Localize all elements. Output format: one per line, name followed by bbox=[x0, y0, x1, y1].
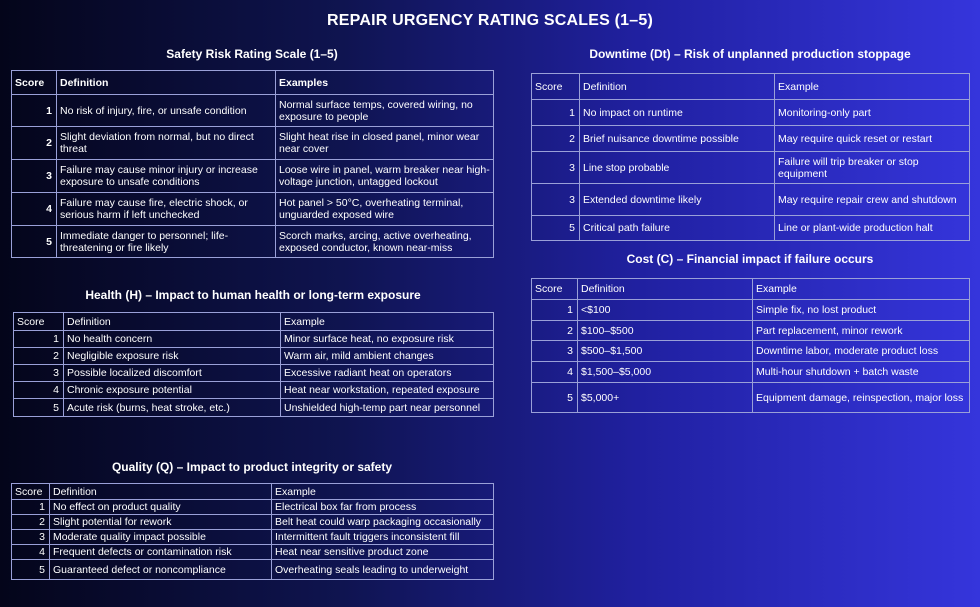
table-row bbox=[14, 331, 494, 348]
example-cell: May require repair crew and shutdown bbox=[775, 184, 970, 216]
definition-cell: No risk of injury, fire, or unsafe condition bbox=[57, 95, 276, 127]
cost-title: Cost (C) – Financial impact if failure occurs bbox=[626, 252, 874, 266]
example-cell: Normal surface temps, covered wiring, no exposure to people bbox=[276, 95, 494, 127]
score-cell: 3 bbox=[14, 365, 64, 382]
definition-cell: Guaranteed defect or noncompliance bbox=[50, 560, 272, 580]
quality-title: Quality (Q) – Impact to product integrity or safety bbox=[111, 460, 393, 474]
table-row bbox=[532, 383, 970, 413]
score-cell: 3 bbox=[12, 530, 50, 545]
definition-cell: $5,000+ bbox=[578, 383, 753, 413]
example-cell: Electrical box far from process bbox=[272, 500, 494, 515]
table-row bbox=[12, 560, 494, 580]
score-cell: 2 bbox=[14, 348, 64, 365]
table-row bbox=[12, 193, 494, 226]
score-cell: 5 bbox=[12, 560, 50, 580]
definition-cell: $1,500–$5,000 bbox=[578, 362, 753, 383]
definition-cell: Slight deviation from normal, but no direct threat bbox=[57, 127, 276, 160]
example-cell: Monitoring-only part bbox=[775, 100, 970, 126]
example-cell: Part replacement, minor rework bbox=[753, 321, 970, 341]
health-header-score: Score bbox=[14, 313, 64, 331]
table-row bbox=[532, 341, 970, 362]
score-cell: 4 bbox=[14, 382, 64, 399]
safety-header-row bbox=[12, 71, 494, 95]
health-header-example: Example bbox=[281, 313, 494, 331]
table-row bbox=[14, 382, 494, 399]
table-row bbox=[14, 348, 494, 365]
table-row bbox=[532, 184, 970, 216]
table-row bbox=[14, 365, 494, 382]
score-cell: 1 bbox=[12, 500, 50, 515]
example-cell: Loose wire in panel, warm breaker near high-voltage junction, untagged lockout bbox=[276, 160, 494, 193]
downtime-table bbox=[531, 73, 970, 241]
quality-table bbox=[11, 483, 494, 580]
example-cell: Multi-hour shutdown + batch waste bbox=[753, 362, 970, 383]
safety-header-examples: Examples bbox=[276, 71, 494, 95]
health-header-row bbox=[14, 313, 494, 331]
score-cell: 4 bbox=[532, 362, 578, 383]
definition-cell: No impact on runtime bbox=[580, 100, 775, 126]
safety-table bbox=[11, 70, 494, 258]
cost-header-definition: Definition bbox=[578, 279, 753, 300]
score-cell: 5 bbox=[532, 216, 580, 241]
score-cell: 3 bbox=[532, 184, 580, 216]
example-cell: Warm air, mild ambient changes bbox=[281, 348, 494, 365]
definition-cell: Slight potential for rework bbox=[50, 515, 272, 530]
example-cell: Failure will trip breaker or stop equipment bbox=[775, 152, 970, 184]
definition-cell: Critical path failure bbox=[580, 216, 775, 241]
definition-cell: Brief nuisance downtime possible bbox=[580, 126, 775, 152]
table-row bbox=[12, 500, 494, 515]
table-row bbox=[532, 321, 970, 341]
example-cell: Unshielded high-temp part near personnel bbox=[281, 399, 494, 417]
quality-header-definition: Definition bbox=[50, 484, 272, 500]
quality-header-score: Score bbox=[12, 484, 50, 500]
definition-cell: No health concern bbox=[64, 331, 281, 348]
score-cell: 2 bbox=[532, 126, 580, 152]
table-row bbox=[532, 216, 970, 241]
example-cell: Minor surface heat, no exposure risk bbox=[281, 331, 494, 348]
quality-header-row bbox=[12, 484, 494, 500]
example-cell: Downtime labor, moderate product loss bbox=[753, 341, 970, 362]
table-row bbox=[532, 362, 970, 383]
quality-header-example: Example bbox=[272, 484, 494, 500]
table-row bbox=[532, 300, 970, 321]
definition-cell: No effect on product quality bbox=[50, 500, 272, 515]
definition-cell: Immediate danger to personnel; life-threatening or fire likely bbox=[57, 226, 276, 258]
example-cell: Equipment damage, reinspection, major loss bbox=[753, 383, 970, 413]
example-cell: Hot panel > 50°C, overheating terminal, unguarded exposed wire bbox=[276, 193, 494, 226]
definition-cell: $100–$500 bbox=[578, 321, 753, 341]
table-row bbox=[12, 530, 494, 545]
definition-cell: Failure may cause fire, electric shock, or serious harm if left unchecked bbox=[57, 193, 276, 226]
safety-header-score: Score bbox=[12, 71, 57, 95]
score-cell: 5 bbox=[532, 383, 578, 413]
score-cell: 1 bbox=[14, 331, 64, 348]
table-row bbox=[12, 545, 494, 560]
safety-header-definition: Definition bbox=[57, 71, 276, 95]
table-row bbox=[12, 95, 494, 127]
downtime-header-example: Example bbox=[775, 74, 970, 100]
score-cell: 3 bbox=[532, 152, 580, 184]
example-cell: Slight heat rise in closed panel, minor wear near cover bbox=[276, 127, 494, 160]
table-row bbox=[532, 100, 970, 126]
score-cell: 2 bbox=[12, 127, 57, 160]
example-cell: Heat near sensitive product zone bbox=[272, 545, 494, 560]
page-title: REPAIR URGENCY RATING SCALES (1–5) bbox=[327, 12, 653, 29]
definition-cell: Frequent defects or contamination risk bbox=[50, 545, 272, 560]
definition-cell: $500–$1,500 bbox=[578, 341, 753, 362]
table-row bbox=[12, 127, 494, 160]
table-row bbox=[12, 226, 494, 258]
definition-cell: <$100 bbox=[578, 300, 753, 321]
cost-header-example: Example bbox=[753, 279, 970, 300]
table-row bbox=[532, 152, 970, 184]
score-cell: 1 bbox=[532, 300, 578, 321]
score-cell: 4 bbox=[12, 193, 57, 226]
table-row bbox=[532, 126, 970, 152]
health-header-definition: Definition bbox=[64, 313, 281, 331]
score-cell: 3 bbox=[12, 160, 57, 193]
example-cell: Excessive radiant heat on operators bbox=[281, 365, 494, 382]
definition-cell: Moderate quality impact possible bbox=[50, 530, 272, 545]
definition-cell: Acute risk (burns, heat stroke, etc.) bbox=[64, 399, 281, 417]
definition-cell: Line stop probable bbox=[580, 152, 775, 184]
example-cell: Line or plant-wide production halt bbox=[775, 216, 970, 241]
definition-cell: Possible localized discomfort bbox=[64, 365, 281, 382]
cost-header-row bbox=[532, 279, 970, 300]
downtime-header-row bbox=[532, 74, 970, 100]
table-row bbox=[12, 515, 494, 530]
score-cell: 5 bbox=[14, 399, 64, 417]
cost-header-score: Score bbox=[532, 279, 578, 300]
table-row bbox=[14, 399, 494, 417]
health-title: Health (H) – Impact to human health or long-term exposure bbox=[85, 288, 421, 302]
score-cell: 2 bbox=[12, 515, 50, 530]
score-cell: 1 bbox=[532, 100, 580, 126]
score-cell: 2 bbox=[532, 321, 578, 341]
example-cell: May require quick reset or restart bbox=[775, 126, 970, 152]
cost-table bbox=[531, 278, 970, 413]
health-table bbox=[13, 312, 494, 417]
downtime-title: Downtime (Dt) – Risk of unplanned production stoppage bbox=[589, 47, 911, 61]
example-cell: Heat near workstation, repeated exposure bbox=[281, 382, 494, 399]
downtime-header-score: Score bbox=[532, 74, 580, 100]
definition-cell: Failure may cause minor injury or increase exposure to unsafe conditions bbox=[57, 160, 276, 193]
example-cell: Simple fix, no lost product bbox=[753, 300, 970, 321]
score-cell: 5 bbox=[12, 226, 57, 258]
definition-cell: Extended downtime likely bbox=[580, 184, 775, 216]
score-cell: 4 bbox=[12, 545, 50, 560]
downtime-header-definition: Definition bbox=[580, 74, 775, 100]
example-cell: Overheating seals leading to underweight bbox=[272, 560, 494, 580]
example-cell: Intermittent fault triggers inconsistent fill bbox=[272, 530, 494, 545]
example-cell: Belt heat could warp packaging occasionally bbox=[272, 515, 494, 530]
definition-cell: Negligible exposure risk bbox=[64, 348, 281, 365]
score-cell: 3 bbox=[532, 341, 578, 362]
safety-title: Safety Risk Rating Scale (1–5) bbox=[166, 47, 338, 61]
example-cell: Scorch marks, arcing, active overheating, exposed conductor, known near-miss bbox=[276, 226, 494, 258]
definition-cell: Chronic exposure potential bbox=[64, 382, 281, 399]
score-cell: 1 bbox=[12, 95, 57, 127]
table-row bbox=[12, 160, 494, 193]
